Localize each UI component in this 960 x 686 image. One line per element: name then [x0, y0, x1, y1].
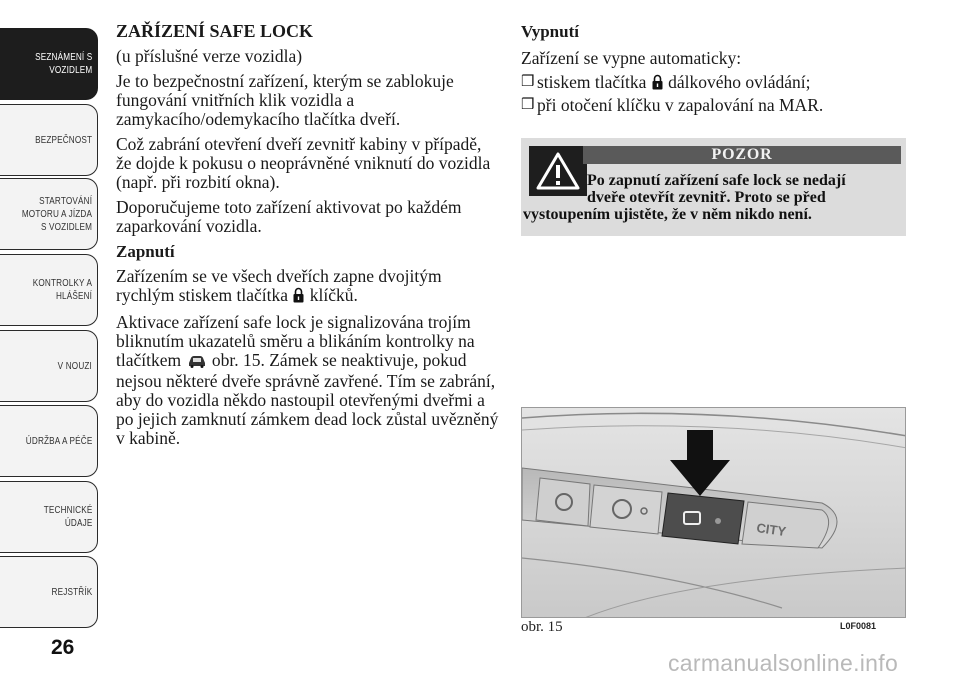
warning-text: Po zapnutí zařízení safe lock se nedají dveře otevřít zevnitř. Proto se před vystoupením ujistěte, že v něm nikdo není.	[523, 172, 846, 223]
tab-startovani[interactable]	[0, 178, 98, 250]
watermark: carmanualsonline.info	[668, 650, 899, 676]
tab-label: TECHNICKÉ ÚDAJE	[43, 504, 92, 529]
heading-vypnuti: Vypnutí	[521, 22, 579, 41]
section-subtitle: (u příslušné verze vozidla)	[116, 46, 303, 66]
checkbox-bullet-icon: ❒	[521, 74, 535, 90]
section-title: ZAŘÍZENÍ SAFE LOCK	[116, 21, 314, 41]
figure-caption: obr. 15	[521, 619, 563, 635]
figure-dashboard-buttons	[521, 407, 906, 618]
warning-box	[521, 138, 906, 236]
figure-code: L0F0081	[840, 621, 877, 631]
heading-zapnuti: Zapnutí	[116, 242, 175, 261]
list-item: ❒ při otočení klíčku v zapalování na MAR.	[521, 95, 824, 115]
padlock-icon	[652, 74, 663, 95]
tab-label: ÚDRŽBA A PÉČE	[25, 434, 92, 447]
tab-label: V NOUZI	[57, 359, 92, 372]
paragraph: Aktivace zařízení safe lock je signalizována trojím bliknutím ukazatelů směru a blikáním kontrolky na tlačítkem obr. 15. Zámek se neaktivuje, pokud nejsou některé dveře správně zavřené. Tím se zabrání, aby do vozidla někdo nastoupil otevřenými dveřmi a po jejich zamknutí zámkem dead lock zůstal uvězněný v kabině.	[116, 312, 499, 448]
tab-seznameni-s-vozidlem[interactable]	[0, 28, 98, 100]
tab-rejstrik[interactable]	[0, 556, 98, 628]
paragraph: Doporučujeme toto zařízení aktivovat po každém zaparkování vozidla.	[116, 197, 462, 236]
paragraph: Je to bezpečnostní zařízení, kterým se zablokuje fungování vnitřních klik vozidla a zamykacího/odemykacího tlačítka dveří.	[116, 71, 454, 129]
padlock-icon	[293, 287, 304, 307]
paragraph: Zařízením se ve všech dveřích zapne dvojitým rychlým stiskem tlačítka klíčků.	[116, 266, 442, 305]
tab-label: BEZPEČNOST	[34, 133, 92, 146]
paragraph: Zařízení se vypne automaticky:	[521, 48, 742, 68]
tab-bezpecnost[interactable]	[0, 104, 98, 176]
list-item: ❒ stiskem tlačítka dálkového ovládání;	[521, 72, 911, 95]
tab-label: REJSTŘÍK	[51, 585, 92, 598]
tab-label: SEZNÁMENÍ S VOZIDLEM	[34, 51, 92, 76]
section-tabs	[0, 0, 100, 640]
page-number: 26	[51, 636, 75, 659]
tab-label: STARTOVÁNÍ MOTORU A JÍZDA S VOZIDLEM	[21, 194, 92, 233]
dashboard-illustration	[522, 408, 906, 618]
tab-kontrolky[interactable]	[0, 254, 98, 326]
checkbox-bullet-icon: ❒	[521, 97, 535, 113]
left-column	[116, 21, 500, 454]
car-lock-icon	[187, 353, 207, 372]
paragraph: Což zabrání otevření dveří zevnitř kabiny v případě, že dojde k pokusu o neoprávněné vniknutí do vozidla (např. při rozbití okna).	[116, 134, 491, 192]
right-column	[521, 21, 911, 116]
warning-heading: POZOR	[583, 146, 901, 164]
tab-v-nouzi[interactable]	[0, 330, 98, 402]
city-button-label: CITY	[755, 520, 788, 540]
tab-udrzba[interactable]	[0, 405, 98, 477]
tab-label: KONTROLKY A HLÁŠENÍ	[32, 277, 92, 302]
tab-technicke-udaje[interactable]	[0, 481, 98, 553]
